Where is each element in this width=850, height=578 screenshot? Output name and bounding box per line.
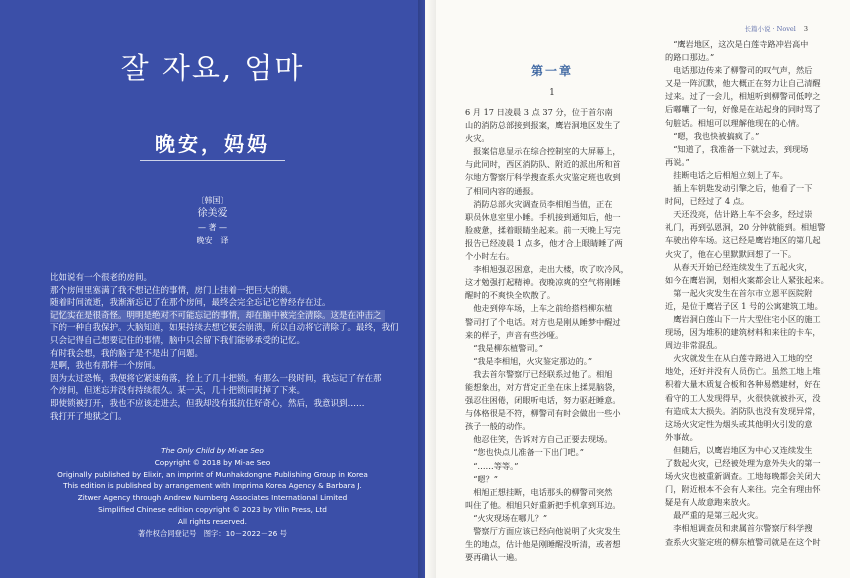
author-role: — 著 —	[197, 223, 228, 232]
copyright-block	[0, 445, 425, 539]
body-text-line: 生的地点，估计他是刚睡醒没听清，或者想	[465, 539, 621, 550]
running-header	[744, 24, 808, 33]
intro-line: 我打开了地狱之门。	[50, 411, 127, 422]
body-text-line: 过来。过了一会儿，相旭听到柳警司低哼之	[665, 91, 821, 102]
body-text-line: 天还没亮，估计路上车不会多，经过崇	[665, 209, 813, 220]
copyright-line: This edition is published by arrangement with Imprima Korea Agency & Barbara J.	[63, 481, 362, 491]
body-text-line: 警司打了个电话。对方也是刚从睡梦中醒过	[465, 316, 621, 327]
body-text-line: 与体格很是不符，柳警司有时会做出一些小	[465, 408, 621, 419]
copyright-line: All rights reserved.	[177, 516, 247, 526]
body-text-line: 有造成太大损失。消防队也没有发现异常，	[665, 405, 821, 416]
body-text-line: 个小时左右。	[465, 251, 515, 262]
body-text-line: 职员休息室里小睡。手机接到通知后，他一	[465, 211, 621, 222]
body-text-line: 如今在鹰岩洞，划相火案都会让人紧张起来。	[665, 274, 829, 285]
copyright-line: The Only Child by Mi-ae Seo	[161, 446, 264, 455]
body-text-line: 来的样子，声音有些沙哑。	[465, 329, 564, 340]
body-text-line: 警察厅方面应该已经向他说明了火灾发生	[465, 526, 621, 536]
author-name: 徐美爱	[197, 208, 228, 219]
body-text-line: 现场，因为堆积的建筑材料和来往的卡车，	[665, 327, 821, 338]
body-text-line: 挂断电话之后相旭立刻上了车。	[665, 169, 788, 180]
body-text-line: 强忍住困倦，闭眼听电话，努力驱赶睡意。	[465, 395, 621, 406]
body-text-line: 火灾就发生在从白莲寺路进入工地的空	[665, 353, 813, 364]
body-text-line: 后嘟囔了一句，好像是在站起身的同时骂了	[665, 104, 821, 115]
body-text-line: 从春天开始已经连续发生了五起火灾，	[665, 261, 813, 272]
body-text-line: 这场火灾定性为烟头或其他明火引发的意	[665, 418, 813, 429]
intro-line: 个房间，但迷忘并没有持续很久。某一天，几十把锁同时掉了下来。	[50, 386, 306, 397]
body-text-line: 看守的工人发现得早，火很快就被扑灭，没	[665, 392, 821, 403]
section-number: 1	[549, 88, 555, 98]
body-text-line: “火灾现场在哪儿？”	[465, 512, 548, 523]
body-text-line: “鹰岩地区，这次是白莲寺路冲岩高中	[665, 39, 809, 49]
body-text-line: 报案信息显示在综合控制室的大屏幕上，	[465, 146, 621, 157]
body-text-line: 鹰岩洞白莲山下一片大型住宅小区的施工	[665, 313, 821, 324]
author-nationality: 〔韩国〕	[196, 196, 229, 205]
copyright-line: Copyright © 2018 by Mi-ae Seo	[154, 457, 271, 467]
body-text-line: 相旭正想挂断，电话那头的柳警司突然	[465, 486, 613, 497]
body-text-line: 脸疲惫，揉着眼睛坐起来。前一天晚上写完	[465, 224, 621, 235]
body-text-line: 最严重的是第三起火灾。	[665, 510, 764, 521]
body-text-line: 时间，已经过了 4 点。	[665, 196, 750, 207]
body-text-line: 电话那边传来了柳警司的叹气声，然后	[665, 65, 813, 76]
running-header-title: 长篇小说 · Novel	[744, 25, 796, 33]
body-text-line: 的路口那边。”	[665, 52, 715, 63]
title-divider	[140, 160, 285, 161]
intro-text	[50, 272, 399, 423]
body-text-line: 场火灾也被重新调查。工地每晚都会关闭大	[665, 471, 821, 482]
body-text-line: 但随后，以鹰岩地区为中心又连续发生	[665, 444, 813, 455]
body-text-line: “您也快点儿准备一下出门吧。”	[465, 447, 584, 458]
intro-line: 记忆实在是很奇怪。明明是绝对不可能忘记的事情，却在脑中被完全清除。这是在冲击之	[50, 310, 385, 323]
body-text-line: 火灾了，他在心里默默回想了一下。	[665, 248, 797, 259]
intro-line: 比如说有一个很老的房间。	[50, 273, 153, 283]
page-number: 3	[803, 25, 808, 33]
copyright-line: Originally published by Elixir, an imprint of Munhakdongne Publishing Group in Korea	[57, 469, 368, 479]
body-text-line: 疑是有人故意跑来放火。	[665, 497, 756, 508]
body-text-line: 李相旭强忍困意，走出大楼，吹了吹冷风，	[465, 264, 629, 275]
chapter-title: 第一章	[530, 64, 573, 78]
body-text-line: 尔地方警察厅科学搜查系火灾鉴定班也收到	[465, 172, 621, 183]
body-text-line: “……等等。”	[465, 460, 519, 471]
intro-line: 下的一种自我保护。大脑知道，如果持续去想它便会崩溃，所以自动将它清除了。最终，我们	[50, 323, 399, 334]
body-text-line: 再说。”	[665, 156, 690, 167]
body-text-line: 李相旭调查员和隶属首尔警察厅科学搜	[665, 523, 813, 534]
body-text-line: 火灾。	[465, 133, 490, 144]
body-text-line: 要再确认一遍。	[465, 552, 523, 563]
copyright-line: Zitwer Agency through Andrew Nurnberg Associates International Limited	[77, 493, 348, 503]
body-text-line: “嗯？”	[465, 473, 498, 484]
intro-line: 是啊，我也有那样一个房间。	[50, 361, 161, 372]
body-text-line: 孩子一般的动作。	[465, 421, 531, 432]
body-text-line: “我是李相旭，火灾鉴定那边的。”	[465, 355, 593, 366]
credits-block	[0, 194, 425, 247]
body-text-line: “我是柳东植警司。”	[465, 342, 543, 353]
body-text-line: 查系火灾鉴定班的柳东植警司就是在这个时	[665, 536, 821, 547]
body-text-line: 报告已经凌晨 1 点多，他才合上眼睛睡了两	[465, 237, 623, 248]
body-text-line: 醒时的不爽快全吹散了。	[465, 290, 556, 301]
body-text-line: 与此同时，西区消防队、附近的派出所和首	[465, 159, 621, 170]
chinese-title: 晚安，妈妈	[155, 132, 270, 156]
body-text-line: 他忍住笑，告诉对方自己正要去现场。	[465, 434, 613, 445]
body-text-line: 这才勉强打起精神。夜晚凉爽的空气将刚睡	[465, 277, 621, 288]
translator-credit: 晚安 译	[196, 236, 229, 245]
body-text-line: 近，是位于鹰岩子区 1 号的公寓建筑工地。	[665, 300, 823, 311]
body-text-line: 他走到停车场，上车之前给搭档柳东植	[465, 303, 613, 314]
body-text-line: 车驶出停车场。这已经是鹰岩地区的第几起	[665, 235, 821, 246]
body-text-line: 山的消防总部接到报案，鹰岩洞地区发生了	[465, 120, 621, 131]
body-text-line: 了相同内容的通报。	[465, 185, 539, 196]
body-text-line: 礼门，再到弘恩洞，20 分钟就能到。相旭警	[665, 222, 826, 233]
text-column-left	[465, 106, 645, 564]
intro-line: 有时我会想，我的脑子是不是出了问题。	[50, 348, 204, 359]
body-text-line: 周边非常混乱。	[665, 340, 723, 351]
body-text-line: 积着大量木质复合板和各种易燃建材，好在	[665, 379, 821, 390]
intro-line: 因为太过恐怖，我便将它紧速角落，拴上了几十把锁。有那么一段时间，我忘记了存在那	[50, 373, 382, 384]
intro-line: 随着时间流逝，我渐渐忘记了在那个房间，最终会完全忘记它曾经存在过。	[50, 298, 331, 309]
body-text-line: 地处，还好并没有人员伤亡。虽然工地上堆	[665, 366, 821, 377]
text-column-right	[665, 38, 843, 549]
copyright-line: 著作权合同登记号 图字：10－2022－26 号	[138, 528, 287, 538]
body-text-line: 能想象出，对方背定正坐在床上揉晃脑袋，	[465, 381, 621, 392]
body-text-line: 消防总部火灾调查员李相旭当值，正在	[465, 198, 613, 209]
body-text-line: 插上车钥匙发动引擎之后，他看了一下	[665, 183, 813, 194]
korean-title: 잘 자요, 엄마	[120, 51, 305, 85]
body-text-line: 我去首尔警察厅已经联系过他了。相旭	[465, 368, 613, 379]
body-text-line: 了数起火灾，已经被处理为意外失火的第一	[665, 458, 821, 468]
body-text-line: 叫住了他。相旭只好重新把手机拿到耳边。	[465, 499, 621, 510]
body-text-line: 又是一阵沉默，他大概正在努力让自己清醒	[665, 78, 821, 89]
body-text-line: 6 月 17 日凌晨 3 点 37 分，位于首尔南	[465, 107, 613, 117]
intro-line: 只会记得自己想要记住的事情，脑中只会留下我们能够承受的记忆。	[50, 335, 306, 346]
intro-line: 即使锁被打开，我也不应该走进去，但我却没有抵抗住好奇心，然后，我意识到……	[50, 398, 365, 409]
body-text-line: 外事故。	[665, 431, 698, 442]
body-text-line: “知道了，我准备一下就过去，到现场	[665, 143, 809, 154]
right-page	[425, 0, 850, 578]
copyright-line: Simplified Chinese edition copyright © 2023 by Yilin Press, Ltd	[98, 504, 327, 514]
body-text-line: “嗯，我也快被搞疯了。”	[665, 130, 760, 141]
body-text-line: 句脏话。相旭可以理解他现在的心情。	[665, 117, 805, 128]
body-text-line: 第一起火灾发生在首尔市立恩平医院附	[665, 287, 813, 298]
body-text-line: 门，附近根本不会有人来往。完全有理由怀	[665, 484, 821, 495]
intro-line: 那个房间里塞满了我不想记住的事情，房门上挂着一把巨大的锁。	[50, 285, 297, 296]
